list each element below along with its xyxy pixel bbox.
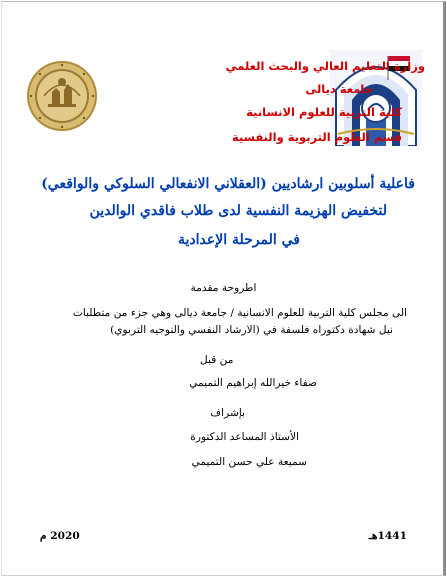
thesis-title-line-2: لتخفيض الهزيمة النفسية لدى طلاب فاقدي الوالدين: [89, 203, 387, 219]
supervisor-label: بإشراف: [210, 407, 245, 419]
thesis-title-line-3: في المرحلة الإعدادية: [178, 232, 300, 248]
hijri-year: 1441هـ: [368, 530, 407, 542]
department-name: قسم العلوم التربوية والنفسية: [231, 130, 402, 144]
thesis-purpose-line-1: الى مجلس كلية التربية للعلوم الانسانية / جامعة ديالى وهي جزء من متطلبات: [72, 307, 407, 319]
thesis-type: اطروحة مقدمة: [190, 282, 257, 294]
thesis-purpose-line-2: نيل شهادة دكتوراه فلسفة في (الارشاد النفسي والتوجيه التربوي): [110, 324, 393, 336]
supervisor-name: سميعة علي حسن التميمي: [191, 456, 307, 468]
supervisor-title: الأستاذ المساعد الدكتورة: [190, 431, 299, 443]
thesis-title-line-1: فاعلية أسلوبين ارشاديين (العقلاني الانفعالي السلوكي والواقعي): [41, 176, 415, 192]
ministry-name: وزارة التعليم العالي والبحث العلمي: [225, 59, 425, 73]
author-label: من قبل: [200, 354, 234, 366]
gregorian-year: 2020 م: [40, 530, 80, 542]
college-name: كلية التربية للعلوم الانسانية: [246, 105, 402, 119]
college-seal-icon: [26, 60, 98, 132]
university-name: جامعة ديالى: [305, 82, 373, 96]
author-name: صفاء خيرالله إبراهيم التميمي: [189, 377, 317, 389]
